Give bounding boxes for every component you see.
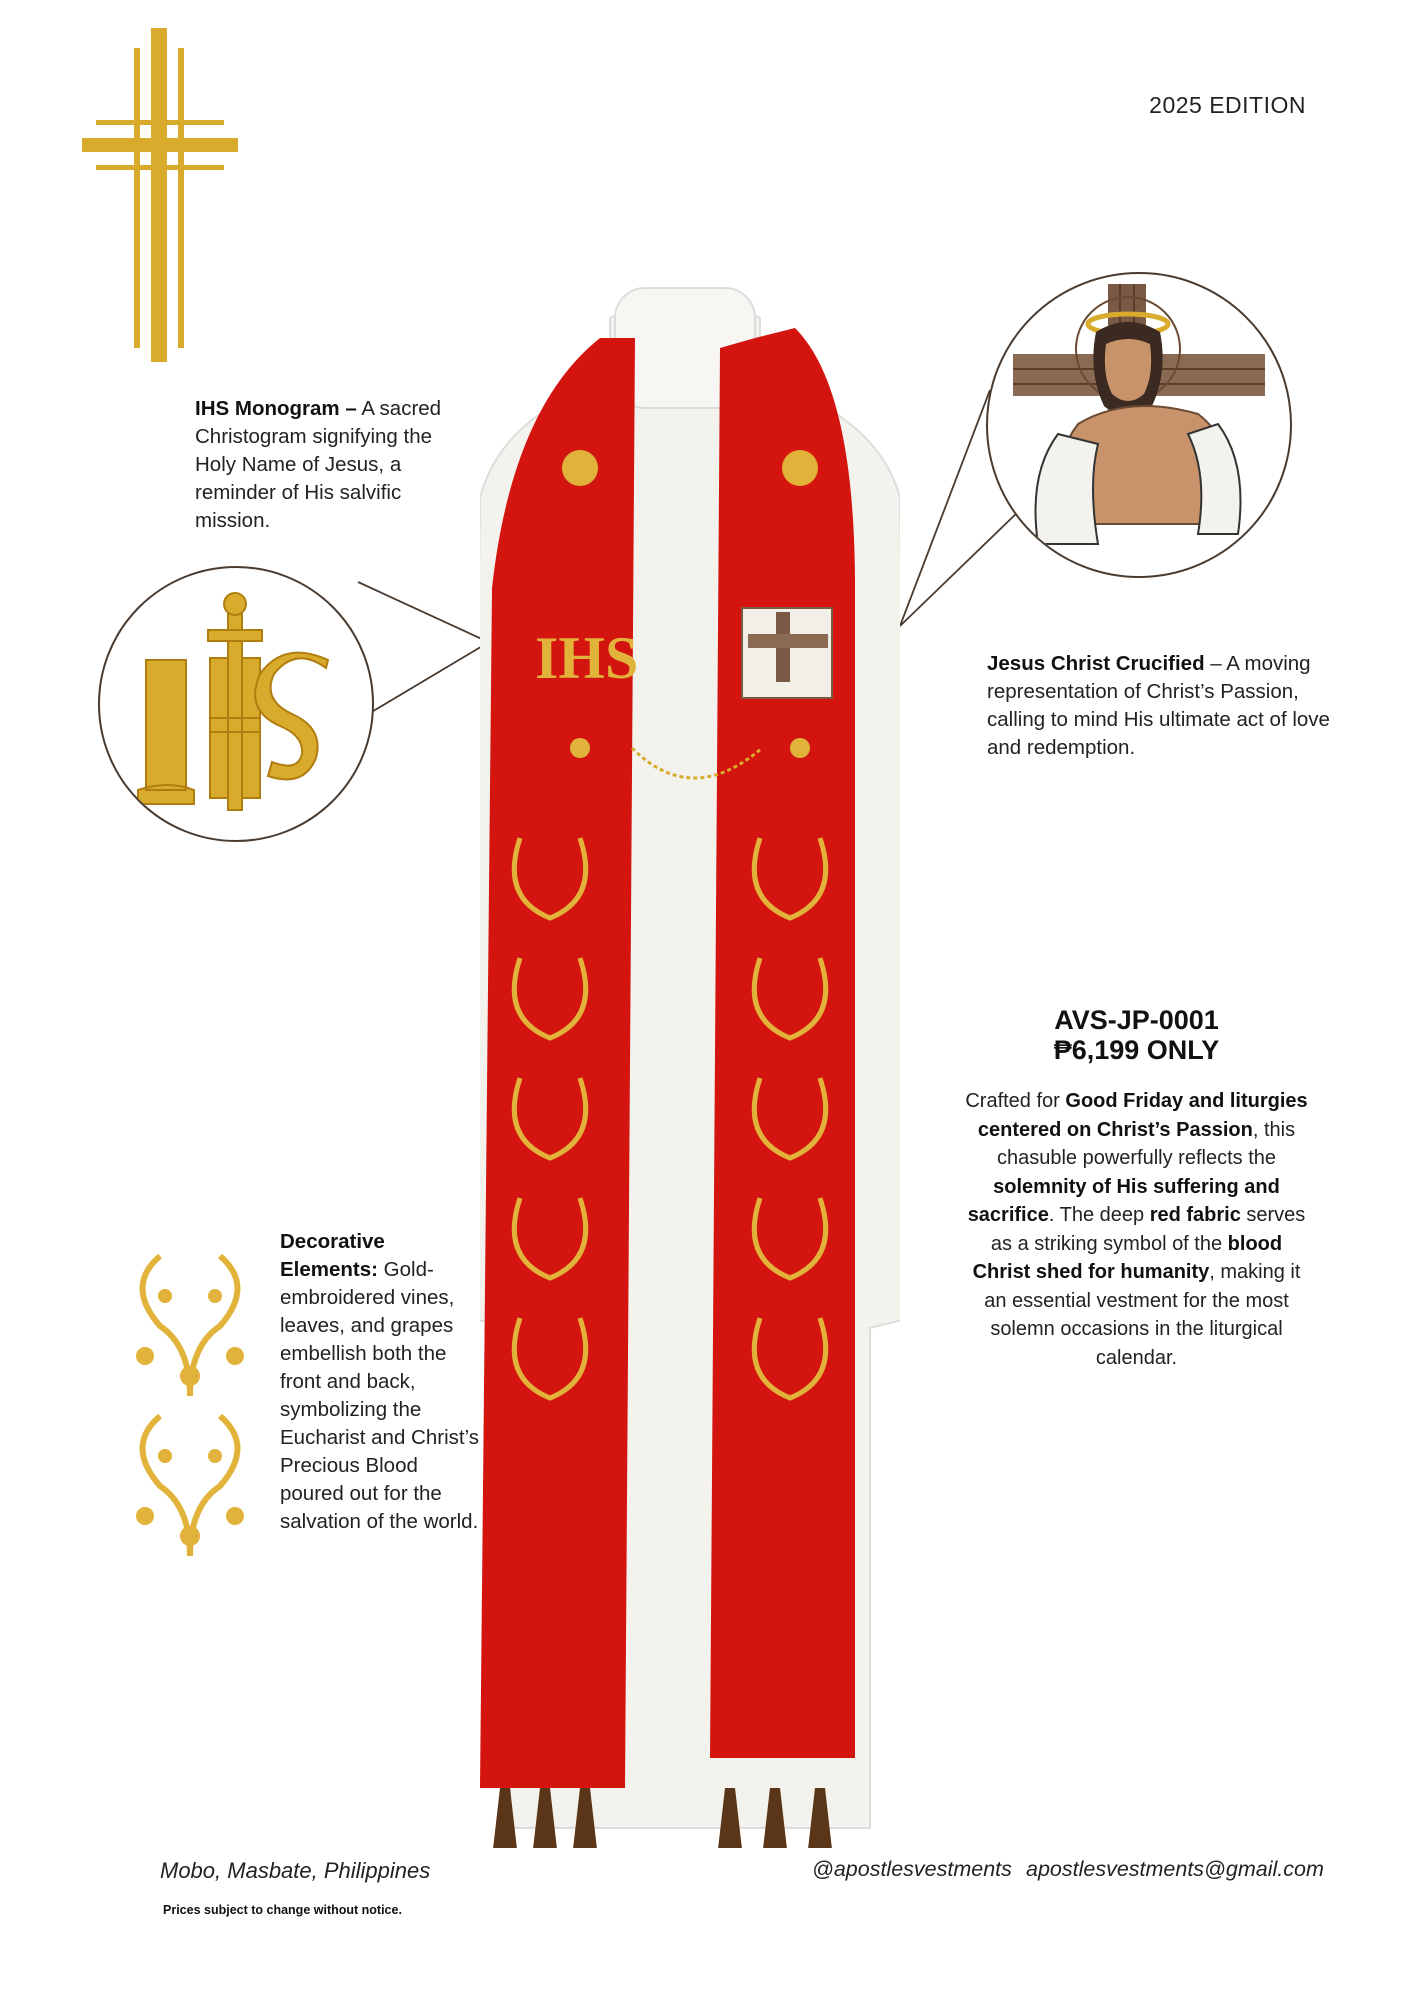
svg-text:IHS: IHS [535, 625, 639, 691]
jesus-annotation-title: Jesus Christ Crucified [987, 652, 1205, 675]
jesus-annotation [987, 650, 1357, 762]
footer-location: Mobo, Masbate, Philippines [160, 1858, 431, 1883]
ihs-annotation-text: A sacred Christogram signifying the Holy Name of Jesus, a reminder of His salvific mission. [195, 397, 442, 532]
double-cross-icon [82, 28, 238, 362]
description-segment: Good Friday and liturgies centered on Christ’s Passion [977, 1090, 1308, 1141]
description-segment: red fabric [1149, 1204, 1241, 1226]
description-segment: . The deep [1048, 1204, 1150, 1226]
grape-vine-icon [125, 1236, 255, 1576]
jesus-detail-circle [986, 272, 1292, 578]
product-description [964, 1087, 1309, 1372]
footer-social-handle[interactable]: @apostlesvestments [812, 1857, 1012, 1881]
description-segment: serves as a striking symbol of the [990, 1204, 1306, 1255]
price-block [964, 1005, 1309, 1372]
decorative-annotation [280, 1228, 480, 1536]
decorative-annotation-title: Decorative Elements: [280, 1230, 385, 1281]
description-segment: , this chasuble powerfully reflects the [996, 1118, 1296, 1169]
footer-disclaimer: Prices subject to change without notice. [163, 1903, 402, 1917]
description-segment: blood Christ shed for humanity [972, 1232, 1283, 1283]
edition-label: 2025 EDITION [1149, 92, 1306, 118]
decorative-annotation-text: Gold-embroidered vines, leaves, and grapes embellish both the front and back, symbolizing the Eucharist and Christ’s Precious Blood poured out for the salvation of the world. [280, 1258, 480, 1533]
description-segment: , making it an essential vestment for the most solemn occasions in the liturgical calendar. [984, 1261, 1301, 1369]
footer-email[interactable]: apostlesvestments@gmail.com [1026, 1857, 1324, 1881]
ihs-detail-circle [98, 566, 374, 842]
product-price: ₱6,199 ONLY [1053, 1035, 1220, 1065]
stole-product-image [480, 278, 900, 1848]
crucified-christ-icon [988, 274, 1290, 576]
product-sku: AVS-JP-0001 [1054, 1005, 1219, 1035]
description-segment: solemnity of His suffering and sacrifice [967, 1175, 1280, 1226]
description-segment: Crafted for [965, 1090, 1066, 1112]
jesus-annotation-text: – A moving representation of Christ’s Passion, calling to mind His ultimate act of love and redemption. [987, 652, 1330, 759]
ihs-annotation [195, 395, 467, 535]
ihs-annotation-title: IHS Monogram – [195, 397, 357, 420]
ihs-monogram-icon [100, 568, 372, 840]
